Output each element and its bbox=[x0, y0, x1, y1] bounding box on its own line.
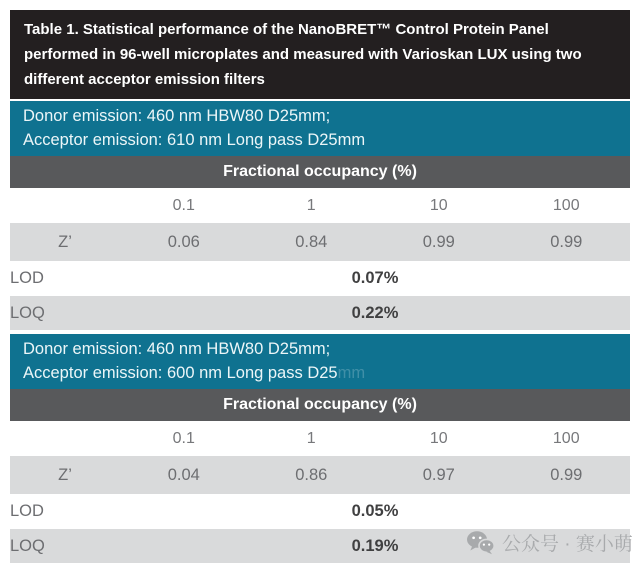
z-value: 0.84 bbox=[295, 232, 328, 251]
column-header: 100 bbox=[552, 429, 580, 447]
column-header: 100 bbox=[552, 196, 580, 214]
fractional-occupancy-header: Fractional occupancy (%) bbox=[10, 156, 630, 188]
row-label: LOD bbox=[10, 502, 44, 520]
column-header-row bbox=[10, 188, 630, 223]
lod-value: 0.07% bbox=[351, 269, 399, 287]
column-header-row bbox=[10, 421, 630, 456]
lod-row bbox=[10, 494, 630, 529]
column-header: 0.1 bbox=[172, 196, 195, 214]
z-value: 0.99 bbox=[422, 232, 455, 251]
wechat-icon bbox=[466, 530, 495, 555]
acceptor-emission-line: Acceptor emission: 610 nm Long pass D25mm bbox=[23, 131, 366, 149]
z-prime-row bbox=[10, 223, 630, 261]
donor-emission-line: Donor emission: 460 nm HBW80 D25mm; bbox=[23, 340, 331, 358]
panel-610nm bbox=[10, 101, 630, 330]
lod-row bbox=[10, 261, 630, 296]
z-value: 0.99 bbox=[550, 232, 583, 251]
emission-header-610 bbox=[10, 101, 630, 156]
donor-emission-line: Donor emission: 460 nm HBW80 D25mm; bbox=[23, 107, 331, 125]
z-value: 0.86 bbox=[295, 465, 328, 484]
column-header: 1 bbox=[306, 196, 316, 214]
loq-row bbox=[10, 296, 630, 330]
z-value: 0.97 bbox=[422, 465, 455, 484]
column-header: 1 bbox=[306, 429, 316, 447]
row-label: LOQ bbox=[10, 536, 45, 555]
row-label: LOD bbox=[10, 269, 44, 287]
table-title: Table 1. Statistical performance of the NanoBRET™ Control Protein Panel performed in 96-well microplates and measured with Varioskan LUX using two different acceptor emission filters bbox=[10, 10, 630, 99]
loq-value: 0.22% bbox=[351, 303, 399, 322]
z-prime-row bbox=[10, 456, 630, 494]
lod-value: 0.05% bbox=[351, 502, 399, 520]
column-header: 10 bbox=[429, 196, 448, 214]
fractional-occupancy-header: Fractional occupancy (%) bbox=[10, 389, 630, 421]
z-value: 0.06 bbox=[167, 232, 200, 251]
z-value: 0.04 bbox=[167, 465, 200, 484]
acceptor-emission-line: Acceptor emission: 600 nm Long pass D25mm bbox=[23, 364, 366, 382]
column-header: 0.1 bbox=[172, 429, 195, 447]
watermark bbox=[466, 529, 633, 556]
row-label: Z’ bbox=[58, 232, 72, 251]
z-value: 0.99 bbox=[550, 465, 583, 484]
column-header: 10 bbox=[429, 429, 448, 447]
row-label: LOQ bbox=[10, 303, 45, 322]
loq-value: 0.19% bbox=[351, 536, 399, 555]
emission-header-600 bbox=[10, 334, 630, 389]
watermark-text: 公众号 · 赛小萌 bbox=[502, 534, 633, 555]
row-label: Z’ bbox=[58, 465, 72, 484]
